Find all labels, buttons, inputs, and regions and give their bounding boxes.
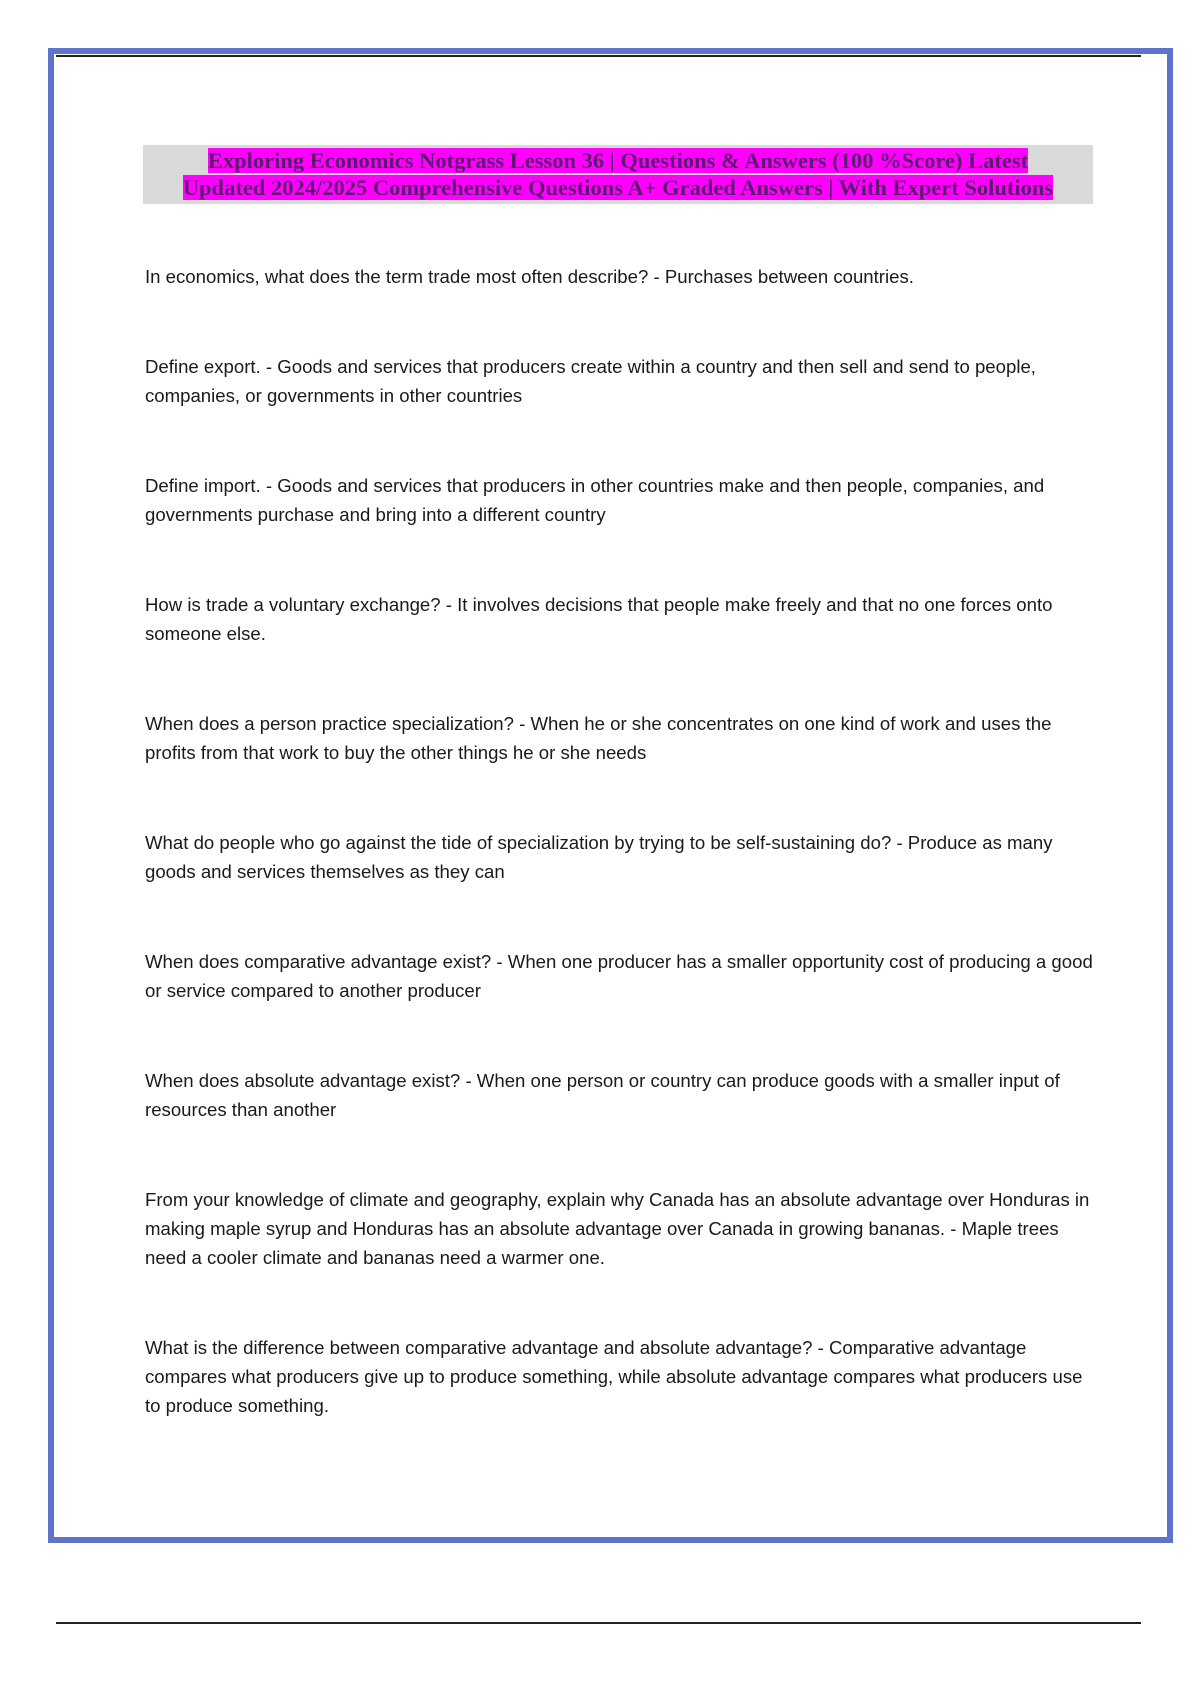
qa-item-voluntary-exchange: How is trade a voluntary exchange? - It involves decisions that people make freely and that no one forces onto someone else.: [145, 594, 1053, 644]
title-line-2-text: Updated 2024/2025 Comprehensive Questions A+ Graded Answers | With Expert Solutions: [182, 175, 1054, 200]
qa-list: [145, 262, 1095, 1481]
title-line-1: [143, 147, 1093, 174]
qa-item-import: Define import. - Goods and services that producers in other countries make and then people, companies, and governments purchase and bring into a different country: [145, 475, 1045, 525]
bottom-rule: [56, 1622, 1141, 1624]
qa-item-specialization: When does a person practice specialization? - When he or she concentrates on one kind of work and uses the profits from that work to buy the other things he or she needs: [145, 713, 1052, 763]
title-line-2: [143, 174, 1093, 201]
document-title: [143, 145, 1093, 204]
title-line-1-text: Exploring Economics Notgrass Lesson 36 | Questions & Answers (100 %Score) Latest: [207, 148, 1029, 173]
qa-item-trade: In economics, what does the term trade most often describe? - Purchases between countries.: [145, 266, 914, 287]
qa-item-export: Define export. - Goods and services that producers create within a country and then sell and send to people, companies, or governments in other countries: [145, 356, 1036, 406]
top-rule: [56, 55, 1141, 57]
qa-item-self-sustaining: What do people who go against the tide of specialization by trying to be self-sustaining do? - Produce as many goods and services themselves as they can: [145, 832, 1053, 882]
qa-item-comparative-advantage: When does comparative advantage exist? - When one producer has a smaller opportunity cost of producing a good or service compared to another producer: [145, 951, 1093, 1001]
qa-item-canada-honduras: From your knowledge of climate and geography, explain why Canada has an absolute advantage over Honduras in making maple syrup and Honduras has an absolute advantage over Canada in growing bananas. - Maple trees need a cooler climate and bananas need a warmer one.: [145, 1189, 1090, 1268]
qa-item-difference: What is the difference between comparative advantage and absolute advantage? - Comparative advantage compares what producers give up to produce something, while absolute advantage compares what producers use to produce something.: [145, 1337, 1083, 1416]
qa-item-absolute-advantage: When does absolute advantage exist? - When one person or country can produce goods with a smaller input of resources than another: [145, 1070, 1060, 1120]
